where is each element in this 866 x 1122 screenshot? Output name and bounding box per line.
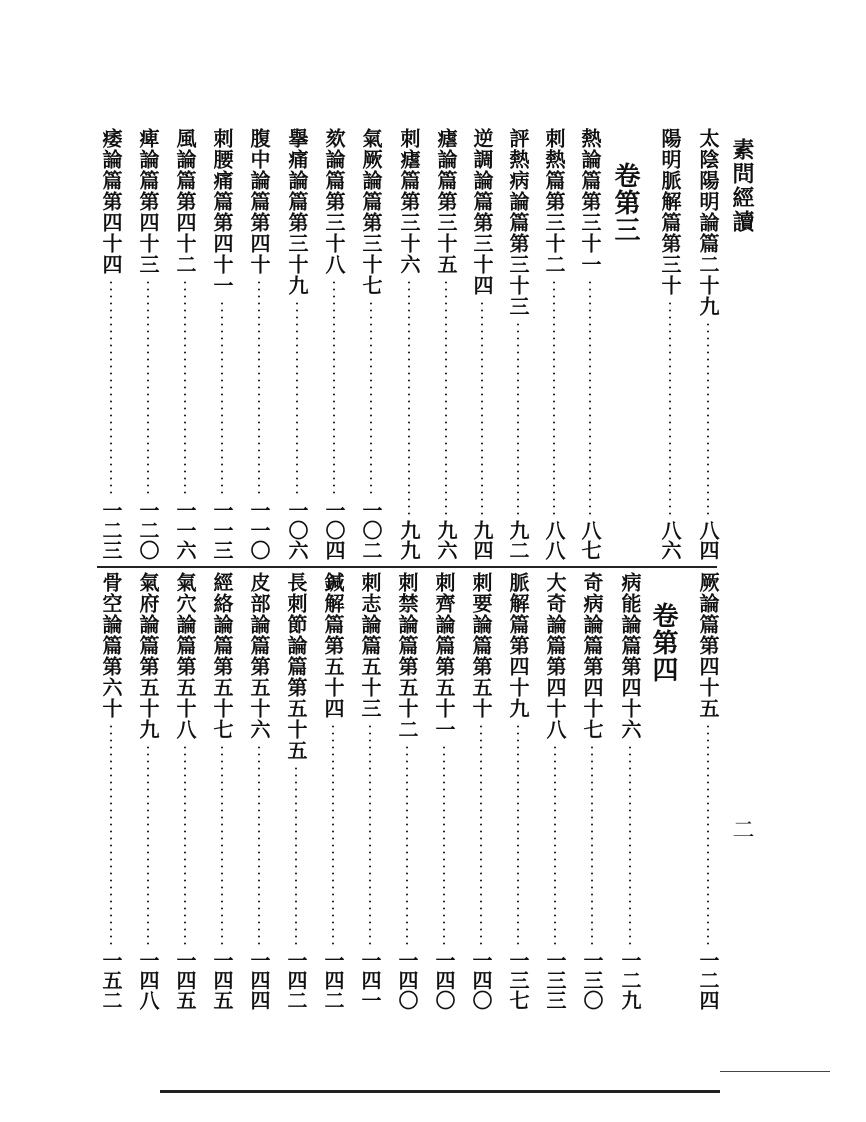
entry-title: 病能論篇第四十六 <box>618 572 642 740</box>
entry-page: 一四四 <box>247 950 271 1010</box>
dot-leader <box>408 279 410 516</box>
entry-page: 一一三 <box>210 500 234 560</box>
entry-page: 一〇四 <box>322 500 346 560</box>
toc-entry <box>207 572 237 1010</box>
dot-leader <box>591 744 593 946</box>
toc-entry <box>394 128 424 560</box>
entry-title: 欬論篇第三十八 <box>322 128 346 275</box>
entry-title: 擧痛論篇第三十九 <box>285 128 309 296</box>
dot-leader <box>553 279 555 516</box>
dot-leader <box>669 300 671 516</box>
toc-entry <box>466 572 496 1010</box>
entry-page: 一二三 <box>99 500 123 560</box>
entry-title: 太陰陽明論篇二十九 <box>696 128 720 317</box>
entry-page: 一四二 <box>284 950 308 1010</box>
entry-page: 一一六 <box>173 500 197 560</box>
toc-entry <box>577 572 607 1010</box>
dot-leader <box>369 723 371 946</box>
entry-title: 長刺節論篇第五十五 <box>284 572 308 761</box>
entry-title: 氣厥論篇第三十七 <box>359 128 383 296</box>
entry-title: 陽明脈解篇第三十 <box>658 128 682 296</box>
toc-entry <box>392 572 422 1010</box>
section-divider <box>97 566 717 568</box>
entry-page: 九九 <box>397 520 421 560</box>
entry-page: 一二九 <box>618 950 642 1010</box>
toc-entry <box>467 128 497 560</box>
entry-page: 八六 <box>658 520 682 560</box>
dot-leader <box>221 744 223 946</box>
entry-title: 刺志論篇五十三 <box>358 572 382 719</box>
dot-leader <box>184 279 186 496</box>
dot-leader <box>589 279 591 516</box>
bottom-rule <box>160 1090 720 1093</box>
toc-entry <box>318 572 348 1010</box>
page-number: 二 <box>729 818 754 840</box>
entry-page: 八七 <box>578 520 602 560</box>
entry-page: 一〇六 <box>285 500 309 560</box>
toc-entry <box>575 128 605 560</box>
entry-page: 一三三 <box>543 950 567 1010</box>
entry-page: 九六 <box>434 520 458 560</box>
volume-three-heading: 卷第三 <box>610 162 640 243</box>
toc-entry <box>431 128 461 560</box>
entry-title: 骨空論篇第六十 <box>99 572 123 719</box>
entry-page: 八四 <box>696 520 720 560</box>
dot-leader <box>443 744 445 946</box>
entry-page: 一一〇 <box>247 500 271 560</box>
toc-entry <box>355 572 385 1010</box>
dot-leader <box>147 279 149 496</box>
dot-leader <box>296 300 298 496</box>
dot-leader <box>707 321 709 516</box>
entry-title: 脈解篇第四十九 <box>506 572 530 719</box>
entry-title: 鍼解篇第五十四 <box>321 572 345 719</box>
entry-title: 皮部論篇第五十六 <box>247 572 271 740</box>
entry-title: 瘧論篇第三十五 <box>434 128 458 275</box>
entry-title: 刺熱篇第三十二 <box>542 128 566 275</box>
toc-entry <box>693 128 723 560</box>
entry-title: 刺齊論篇第五十一 <box>432 572 456 740</box>
dot-leader <box>554 744 556 946</box>
entry-page: 一二〇 <box>136 500 160 560</box>
toc-entry <box>96 128 126 560</box>
dot-leader <box>406 744 408 946</box>
toc-entry <box>133 128 163 560</box>
entry-page: 一四五 <box>173 950 197 1010</box>
dot-leader <box>333 279 335 496</box>
dot-leader <box>517 321 519 516</box>
entry-page: 一二四 <box>696 950 720 1010</box>
entry-page: 一四二 <box>321 950 345 1010</box>
entry-title: 刺瘧篇第三十六 <box>397 128 421 275</box>
entry-title: 氣府論篇第五十九 <box>136 572 160 740</box>
toc-entry <box>615 572 645 1010</box>
dot-leader <box>481 300 483 516</box>
entry-title: 風論篇第四十二 <box>173 128 197 275</box>
entry-page: 一五二 <box>99 950 123 1010</box>
dot-leader <box>480 723 482 946</box>
entry-title: 奇病論篇第四十七 <box>580 572 604 740</box>
entry-title: 刺禁論篇第五十二 <box>395 572 419 740</box>
entry-title: 刺腰痛篇第四十一 <box>210 128 234 296</box>
dot-leader <box>258 279 260 496</box>
toc-entry <box>655 128 685 560</box>
dot-leader <box>517 723 519 946</box>
entry-title: 厥論篇第四十五 <box>696 572 720 719</box>
toc-entry <box>282 128 312 560</box>
toc-entry <box>96 572 126 1010</box>
dot-leader <box>707 723 709 946</box>
entry-title: 大奇論篇第四十八 <box>543 572 567 740</box>
entry-title: 逆調論篇第三十四 <box>470 128 494 296</box>
toc-entry <box>693 572 723 1010</box>
entry-page: 一〇二 <box>359 500 383 560</box>
entry-title: 痺論篇第四十三 <box>136 128 160 275</box>
toc-entry <box>539 128 569 560</box>
bottom-rule-thin <box>720 1071 830 1072</box>
toc-entry <box>281 572 311 1010</box>
toc-entry <box>170 572 200 1010</box>
toc-entry <box>503 572 533 1010</box>
entry-page: 一三七 <box>506 950 530 1010</box>
dot-leader <box>221 300 223 496</box>
entry-page: 一四五 <box>210 950 234 1010</box>
dot-leader <box>110 723 112 946</box>
toc-entry <box>356 128 386 560</box>
dot-leader <box>295 765 297 946</box>
entry-title: 經絡論篇第五十七 <box>210 572 234 740</box>
entry-page: 一四八 <box>136 950 160 1010</box>
dot-leader <box>629 744 631 946</box>
toc-entry <box>319 128 349 560</box>
dot-leader <box>445 279 447 516</box>
dot-leader <box>147 744 149 946</box>
entry-page: 一四〇 <box>432 950 456 1010</box>
toc-entry <box>133 572 163 1010</box>
toc-entry <box>503 128 533 560</box>
dot-leader <box>370 300 372 496</box>
volume-four-heading: 卷第四 <box>648 602 678 683</box>
entry-title: 氣穴論篇第五十八 <box>173 572 197 740</box>
toc-entry <box>244 572 274 1010</box>
entry-page: 一四〇 <box>469 950 493 1010</box>
dot-leader <box>332 723 334 946</box>
toc-entry <box>429 572 459 1010</box>
dot-leader <box>258 744 260 946</box>
entry-title: 刺要論篇第五十 <box>469 572 493 719</box>
entry-page: 一四一 <box>358 950 382 1010</box>
entry-page: 一四〇 <box>395 950 419 1010</box>
entry-page: 九四 <box>470 520 494 560</box>
toc-entry <box>244 128 274 560</box>
entry-title: 痿論篇第四十四 <box>99 128 123 275</box>
entry-title: 評熱病論篇第三十三 <box>506 128 530 317</box>
dot-leader <box>110 279 112 496</box>
toc-entry <box>540 572 570 1010</box>
running-header: 素問經讀 <box>729 138 755 234</box>
toc-entry <box>207 128 237 560</box>
entry-title: 熱論篇第三十一 <box>578 128 602 275</box>
toc-entry <box>170 128 200 560</box>
entry-title: 腹中論篇第四十 <box>247 128 271 275</box>
entry-page: 九二 <box>506 520 530 560</box>
entry-page: 八八 <box>542 520 566 560</box>
dot-leader <box>184 744 186 946</box>
entry-page: 一三〇 <box>580 950 604 1010</box>
